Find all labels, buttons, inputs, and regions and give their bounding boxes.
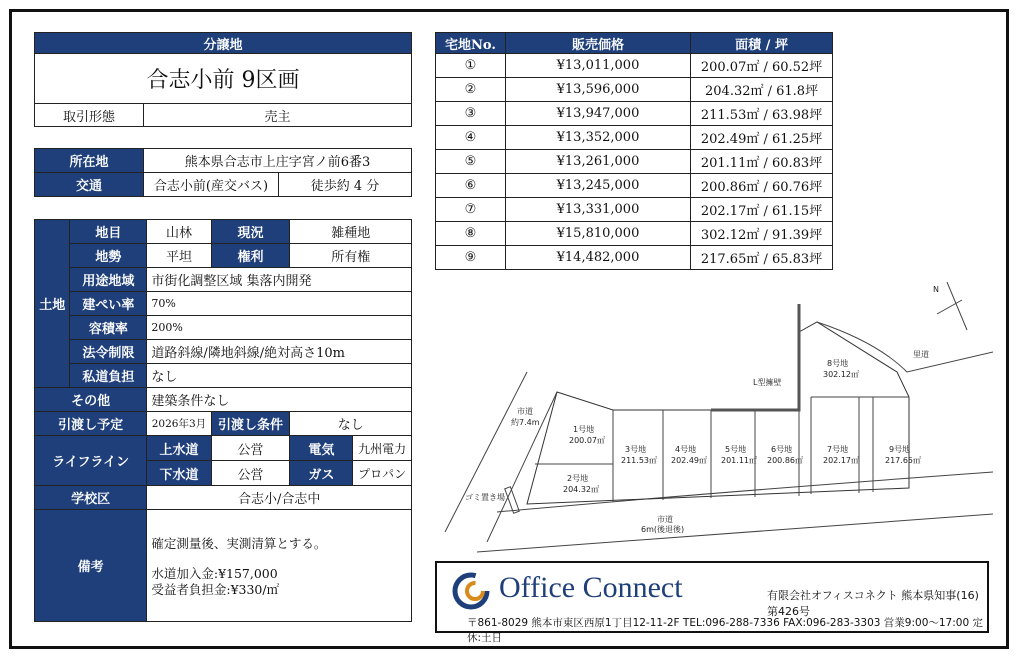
garbage-label: ゴミ置き場: [465, 493, 505, 502]
chisei-value: 平坦: [147, 244, 211, 268]
genkyo-label: 現況: [211, 220, 290, 244]
other-value: 建築条件なし: [147, 388, 412, 412]
lot-price: ¥13,352,000: [505, 126, 690, 150]
lot-price: ¥13,331,000: [505, 198, 690, 222]
lot1-area: 200.07㎡: [569, 436, 605, 445]
ditch-label: 里道: [913, 350, 929, 359]
lot8-area: 302.12㎡: [823, 370, 859, 379]
lot2-name: 2号地: [567, 474, 589, 483]
kenri-value: 所有権: [290, 244, 412, 268]
hikiwatashi-value: 2026年3月: [147, 412, 211, 436]
land-label: 土地: [35, 220, 70, 388]
location-label: 所在地: [35, 149, 144, 173]
lot-area: 204.32㎡ / 61.8坪: [691, 78, 833, 102]
youseki-label: 容積率: [70, 316, 147, 340]
lot-price: ¥13,245,000: [505, 174, 690, 198]
lot2-area: 204.32㎡: [563, 485, 599, 494]
hourei-label: 法令制限: [70, 340, 147, 364]
lot5-name: 5号地: [725, 445, 747, 454]
price-row: [436, 198, 833, 222]
biko-line1: 確定測量後、実測清算とする。: [151, 536, 327, 551]
youto-label: 用途地域: [70, 268, 147, 292]
lot-price: ¥15,810,000: [505, 222, 690, 246]
lot8-name: 8号地: [827, 359, 849, 368]
lot-price: ¥13,011,000: [505, 54, 690, 78]
company-address: 〒861-8029 熊本市東区西原1丁目12-11-2F TEL:096-288-7336 FAX:096-283-3303 営業9:00～17:00 定休:土日: [467, 617, 983, 644]
gas-label: ガス: [290, 461, 353, 486]
price-row: [436, 246, 833, 270]
road-bottom-label: 市道: [657, 515, 673, 524]
price-header-no: 宅地No.: [436, 33, 506, 54]
lot4-name: 4号地: [675, 445, 697, 454]
transport-station: 合志小前(産交バス): [144, 173, 279, 197]
gesui-label: 下水道: [147, 461, 211, 486]
north-label: N: [933, 285, 939, 294]
price-header-price: 販売価格: [505, 33, 690, 54]
lot3-area: 211.53㎡: [621, 456, 657, 465]
lot9-name: 9号地: [889, 445, 911, 454]
jousui-value: 公営: [211, 436, 290, 461]
biko-line3: 受益者負担金:¥330/㎡: [151, 582, 280, 597]
biko-line2: 水道加入金:¥157,000: [151, 566, 278, 581]
transport-walk: 徒歩約 4 分: [279, 173, 412, 197]
price-row: [436, 54, 833, 78]
gesui-value: 公営: [211, 461, 290, 486]
retaining-wall: [711, 304, 799, 410]
lot-number: ⑧: [436, 222, 506, 246]
price-row: [436, 78, 833, 102]
lot-number: ③: [436, 102, 506, 126]
lot-area: 202.17㎡ / 61.15坪: [691, 198, 833, 222]
lot-area: 201.11㎡ / 60.83坪: [691, 150, 833, 174]
transport-label: 交通: [35, 173, 144, 197]
lot7-name: 7号地: [827, 445, 849, 454]
lot-area: 217.65㎡ / 65.83坪: [691, 246, 833, 270]
wall-label: L型擁壁: [753, 378, 782, 387]
lot6-area: 200.86㎡: [767, 456, 803, 465]
transaction-value: 売主: [144, 104, 412, 127]
hikiwatashi-label: 引渡し予定: [35, 412, 147, 436]
chimoku-value: 山林: [147, 220, 211, 244]
biko-value: [147, 510, 412, 622]
location-value: 熊本県合志市上庄字宮ノ前6番3: [144, 149, 412, 173]
hikiwatashi-cond-value: なし: [290, 412, 412, 436]
price-row: [436, 174, 833, 198]
price-table: [435, 32, 833, 270]
property-title-table: [34, 32, 412, 127]
lot-area: 200.86㎡ / 60.76坪: [691, 174, 833, 198]
price-header-area: 面積 / 坪: [691, 33, 833, 54]
company-brand: Office Connect: [499, 571, 683, 604]
lot-number: ⑥: [436, 174, 506, 198]
location-table: [34, 148, 412, 197]
title-header: 分譲地: [35, 33, 412, 54]
lot-price: ¥13,947,000: [505, 102, 690, 126]
lot-number: ⑨: [436, 246, 506, 270]
biko-label: 備考: [35, 510, 147, 622]
kenri-label: 権利: [211, 244, 290, 268]
office-connect-logo-icon: [449, 569, 493, 613]
lot4-area: 202.49㎡: [671, 456, 707, 465]
kenpei-label: 建ぺい率: [70, 292, 147, 316]
lifeline-label: ライフライン: [35, 436, 147, 486]
lot9-area: 217.65㎡: [885, 456, 921, 465]
transaction-label: 取引形態: [35, 104, 144, 127]
price-row: [436, 222, 833, 246]
denki-label: 電気: [290, 436, 353, 461]
price-row: [436, 150, 833, 174]
road-edge-bottom-2: [477, 514, 993, 552]
hikiwatashi-cond-label: 引渡し条件: [211, 412, 290, 436]
lot-price: ¥14,482,000: [505, 246, 690, 270]
kenpei-value: 70%: [147, 292, 412, 316]
genkyo-value: 雑種地: [290, 220, 412, 244]
lot-area: 202.49㎡ / 61.25坪: [691, 126, 833, 150]
property-name: 合志小前 9区画: [35, 54, 412, 104]
lot-price: ¥13,261,000: [505, 150, 690, 174]
north-arrow-line: [947, 282, 967, 330]
lot7-area: 202.17㎡: [823, 456, 859, 465]
road-edge-left-1: [445, 372, 527, 532]
lot-number: ⑤: [436, 150, 506, 174]
road-left-label: 市道: [517, 407, 533, 416]
price-row: [436, 102, 833, 126]
hourei-value: 道路斜線/隣地斜線/絶対高さ10m: [147, 340, 412, 364]
lot6-name: 6号地: [771, 445, 793, 454]
road-left-width: 約7.4m: [511, 418, 540, 427]
jousui-label: 上水道: [147, 436, 211, 461]
youseki-value: 200%: [147, 316, 412, 340]
lot3-name: 3号地: [625, 445, 647, 454]
denki-value: 九州電力: [353, 436, 412, 461]
lot1-name: 1号地: [573, 425, 595, 434]
chisei-label: 地勢: [70, 244, 147, 268]
lot-number: ⑦: [436, 198, 506, 222]
company-box: [435, 561, 989, 644]
price-row: [436, 126, 833, 150]
details-table: [34, 219, 412, 622]
school-value: 合志小/合志中: [147, 486, 412, 510]
youto-value: 市街化調整区域 集落内開発: [147, 268, 412, 292]
lot-area: 302.12㎡ / 91.39坪: [691, 222, 833, 246]
shidou-value: なし: [147, 364, 412, 388]
lot-area: 211.53㎡ / 63.98坪: [691, 102, 833, 126]
lot-number: ④: [436, 126, 506, 150]
lot-number: ①: [436, 54, 506, 78]
lot-price: ¥13,596,000: [505, 78, 690, 102]
school-label: 学校区: [35, 486, 147, 510]
lot-map: [437, 282, 993, 558]
road-bottom-width: 6m(後退後): [641, 525, 685, 534]
chimoku-label: 地目: [70, 220, 147, 244]
company-name: 有限会社オフィスコネクト 熊本県知事(16)第426号: [767, 589, 979, 618]
lot5-area: 201.11㎡: [721, 456, 757, 465]
gas-value: プロパン: [353, 461, 412, 486]
other-label: その他: [35, 388, 147, 412]
lot-area: 200.07㎡ / 60.52坪: [691, 54, 833, 78]
lot-number: ②: [436, 78, 506, 102]
shidou-label: 私道負担: [70, 364, 147, 388]
